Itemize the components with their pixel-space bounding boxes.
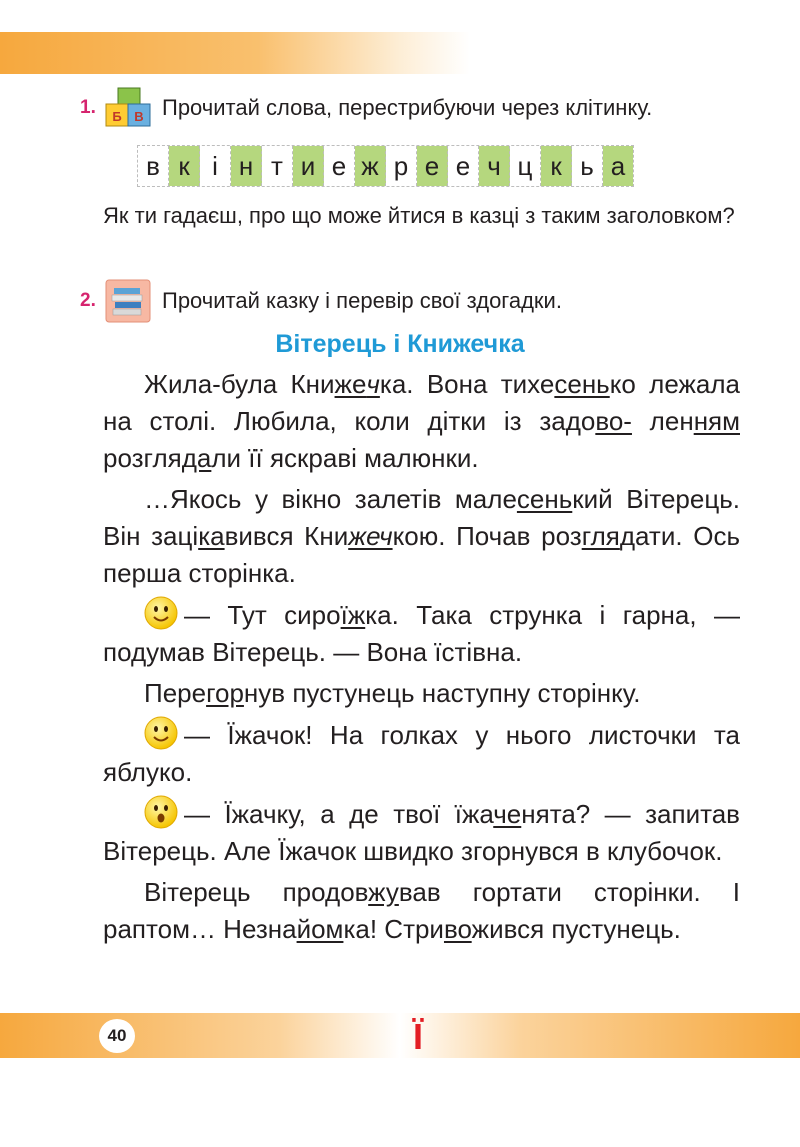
story-paragraph (103, 366, 740, 477)
letter-cell: р (386, 146, 417, 186)
letter-cell: е (417, 146, 448, 186)
block-letter: В (134, 109, 144, 124)
letter-cell: а (603, 146, 633, 186)
story-text-segment: ка. Така струнка і гарна, — подумав Вітерець. — Вона їстівна. (103, 600, 740, 667)
surprised-face-icon (144, 795, 178, 829)
smiley-face-icon (144, 716, 178, 750)
story-paragraph (103, 481, 740, 592)
task-2 (80, 276, 562, 326)
story-paragraph (103, 675, 740, 712)
smiley-face-icon (144, 596, 178, 630)
underlined-syllable: че (493, 799, 522, 829)
letter-grid (137, 145, 634, 187)
task-instruction: Прочитай слова, перестрибуючи через клітинку. (162, 95, 653, 120)
task-number: 1. (80, 97, 96, 118)
story-text-segment: лен (631, 406, 694, 436)
letter-cell: н (231, 146, 262, 186)
letter-cell: ж (355, 146, 386, 186)
underlined-syllable: да (181, 443, 212, 473)
question-text: Як ти гадаєш, про що може йтися в казці з таким заголовком? (103, 203, 735, 228)
underlined-syllable: сень (554, 369, 610, 399)
book-stack-icon (104, 276, 154, 326)
story-paragraph (103, 874, 740, 948)
story-text-segment: — Їжачок! На голках у нього листочки та яблуко. (103, 720, 740, 787)
underlined-syllable: гор (206, 678, 244, 708)
story-text-segment: вав гортати сторінки. І раптом… Незна (103, 877, 740, 944)
letter-cell: т (262, 146, 293, 186)
story-text-segment: кою. Почав роз (392, 521, 582, 551)
story-text-segment: Жила-була Кни (144, 369, 335, 399)
story-text-segment: кий Вітерець. Він заці (103, 484, 740, 551)
letter-cell: ь (572, 146, 603, 186)
letter-cell: ц (510, 146, 541, 186)
story-text-segment: — Їжачку, а де твої їжа (184, 799, 494, 829)
underlined-syllable: йом (296, 914, 344, 944)
story-text-segment: розгля (103, 443, 182, 473)
story-text-segment: …Якось у вікно залетів мале (144, 484, 517, 514)
page-number: 40 (99, 1019, 135, 1053)
letter-cell: і (200, 146, 231, 186)
underlined-syllable: ням (693, 406, 740, 436)
story-text-segment: жився пустунець. (471, 914, 681, 944)
underlined-syllable: ч (366, 369, 380, 399)
story-paragraph (103, 596, 740, 671)
task-number: 2. (80, 290, 96, 311)
block-letter: Б (112, 109, 122, 124)
story-title: Вітерець і Книжечка (275, 330, 525, 358)
letter-cell: е (448, 146, 479, 186)
story-text-segment: дати. Ось перша сторінка. (103, 521, 740, 588)
underlined-syllable: гля (581, 521, 620, 551)
task-instruction: Прочитай казку і перевір свої здогадки. (162, 288, 562, 313)
story-text-segment: — Тут сиро (184, 600, 341, 630)
story-text-segment: ка. Вона тихе (379, 369, 555, 399)
underlined-syllable: во (443, 914, 472, 944)
underlined-syllable: же (334, 369, 367, 399)
story-paragraph (103, 716, 740, 791)
story-text-segment: ко лежала на столі. Любила, коли дітки із задо (103, 369, 740, 436)
story-text-segment: Пере (144, 678, 207, 708)
underlined-syllable: жу (368, 877, 399, 907)
story-text-segment: нята? — запитав Вітерець. Але Їжачок швидко згорнувся в клубочок. (103, 799, 740, 866)
task-1 (80, 86, 652, 130)
letter-cell: к (541, 146, 572, 186)
letter-blocks-icon (104, 86, 154, 130)
story-text-segment: ли її яскраві малюнки. (211, 443, 479, 473)
underlined-syllable: їж (340, 600, 366, 630)
underlined-syllable: во- (595, 406, 632, 436)
top-decorative-band (0, 32, 470, 74)
story-paragraph (103, 795, 740, 870)
letter-cell: и (293, 146, 324, 186)
letter-cell: к (169, 146, 200, 186)
underlined-syllable: сень (516, 484, 573, 514)
story-text-segment: ка! Стри (343, 914, 444, 944)
story-text (103, 366, 740, 948)
story-text-segment: Вітерець продов (144, 877, 369, 907)
underlined-syllable: жеч (348, 521, 393, 551)
underlined-syllable: ка (198, 521, 225, 551)
letter-cell: в (138, 146, 169, 186)
letter-cell: ч (479, 146, 510, 186)
letter-cell: е (324, 146, 355, 186)
letter-marker: Ї (413, 1016, 423, 1057)
story-text-segment: нув пустунець наступну сторінку. (243, 678, 641, 708)
story-text-segment: вився Кни (224, 521, 349, 551)
